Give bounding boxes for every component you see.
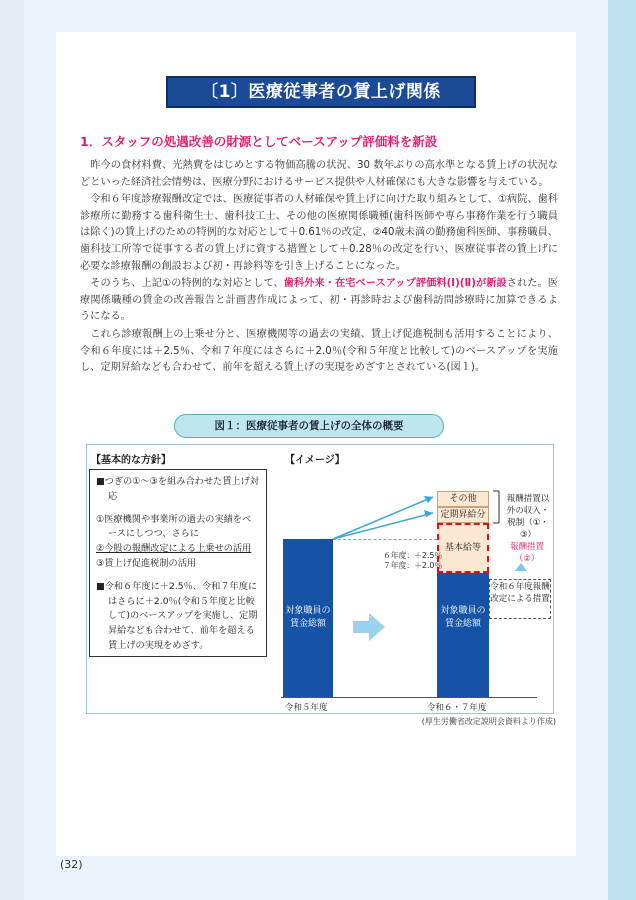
policy-line-3: ②今般の報酬改定による上乗せの活用 (96, 543, 252, 555)
segment-base-pay: 基本給等 (437, 523, 489, 573)
policy-label: 【基本的な方針】 (91, 455, 171, 466)
subheading: 1．スタッフの処遇改善の財源としてベースアップ評価料を新設 (80, 134, 438, 149)
right-margin-stripe (608, 0, 636, 900)
segment-other: その他 (437, 491, 489, 507)
arrow-head-middle (424, 510, 433, 517)
figure-caption: 図１：医療従事者の賃上げの全体の概要 (174, 414, 444, 438)
figure-frame (86, 444, 554, 714)
policy-line-5: ■令和６年度に＋2.5％、令和７年度にはさらに＋2.0％(令和５年度と比較して)のベースアップを実施し、定期昇給なども合わせて、前年を超える賃上げの実現をめざす。 (96, 580, 258, 651)
arrow-line-top (333, 497, 433, 539)
section-title: 〔1〕医療従事者の賃上げ関係 (166, 76, 476, 108)
segment-regular-raise: 定期昇給分 (437, 507, 489, 523)
policy-line-1: ■つぎの①～③を組み合わせた賃上げ対応 (96, 476, 259, 502)
year-2023-label: 令和５年度 (285, 703, 328, 713)
diagram-arrows (87, 445, 553, 713)
rate-2025: ７年度：＋2.0％ (383, 561, 443, 570)
figure-source: (厚生労働省改定説明会資料より作成) (421, 717, 556, 726)
policy-line-4: ③賃上げ促進税制の活用 (96, 557, 197, 569)
body-text (80, 158, 558, 378)
paragraph-1: 昨今の食材料費、光熱費をはじめとする物価高騰の状況、30 数年ぶりの高水準となる賃上げの状況などといった経済社会情勢は、医療分野におけるサービス提供や人材確保にも大きな影響を与えている。 (80, 160, 558, 188)
policy-line-2: ①医療機関や事業所の過去の実績をベースにしつつ、さらに (96, 513, 252, 540)
big-right-arrow-icon (353, 613, 385, 641)
note-outside-measures: 報酬措置以外の収入・税制（①・③） (506, 494, 550, 540)
paragraph-3-highlight: 歯科外来・在宅ベースアップ評価料(Ⅰ)(Ⅱ)が新設 (283, 278, 507, 290)
baseline (281, 697, 537, 698)
rate-2024: ６年度：＋2.5％ (383, 551, 443, 560)
bar-2024-label: 対象職員の賃金総額 (440, 606, 486, 629)
paragraph-3 (80, 276, 558, 326)
paragraph-3-after: された。医療関係職種の賃金の改善報告と計画書作成によって、初・再診時および歯科訪問診療時に加算できるようになる。 (80, 278, 558, 323)
year-2024-label: 令和６・７年度 (427, 703, 487, 713)
left-margin (0, 0, 24, 900)
paragraph-2: 令和６年度診療報酬改定では、医療従事者の人材確保や賃上げに向けた取り組みとして、①病院、歯科診療所に勤務する歯科衛生士、歯科技工士、その他の医療関係職種(歯科医師や専ら事務作業を行う職員は除く)の賃上げのための特例的な対応として＋0.61％の改定、②40歳未満の勤務歯科医師、事務職員、歯科技工所等で従事する者の賃上げに資する措置として＋0.28％の改定を行い、医療従事者の賃上げに必要な診療報酬の創設および初・再診料等を引き上げることになった。 (80, 194, 558, 272)
page (56, 32, 576, 856)
image-label: 【イメージ】 (285, 455, 345, 466)
paragraph-4: これら診療報酬上の上乗せ分と、医療機関等の過去の実績、賃上げ促進税制も活用することにより、令和６年度には＋2.5％、令和７年度にはさらに＋2.0％(令和５年度と比較して)のベースアップを実施し、定期昇給なども合わせて、前年を超える賃上げの実現をめざすとされている(図１)。 (80, 328, 558, 374)
paragraph-3-before: そのうち、上記①の特例的な対応として、 (90, 278, 284, 290)
arrow-line-middle (333, 513, 433, 539)
bar-2023-label: 対象職員の賃金総額 (285, 606, 331, 629)
note-remuneration-measure: 報酬措置（②） (509, 542, 544, 564)
page-number: (32) (60, 858, 83, 871)
note-revision-box: 令和６年度報酬改定による措置 (489, 579, 551, 619)
